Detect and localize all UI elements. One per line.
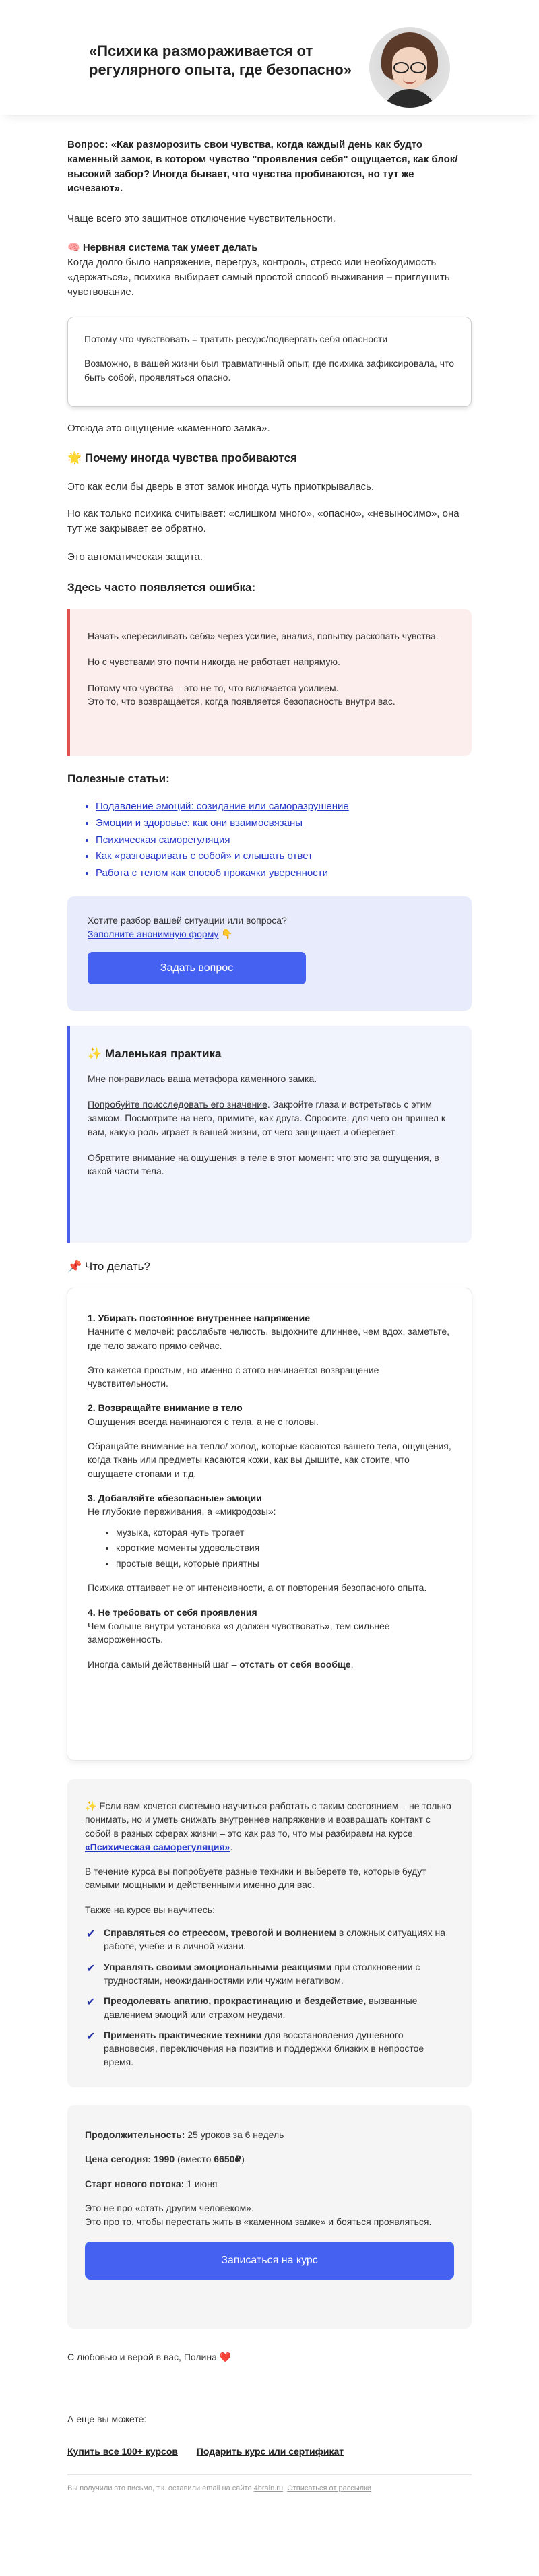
author-avatar — [369, 27, 450, 108]
mistake-line-1: Начать «пересиливать себя» через усилие, анализ, попытку раскопать чувства. — [88, 631, 439, 641]
step-3-title: 3. Добавляйте «безопасные» эмоции — [88, 1492, 262, 1503]
stone-lock-text: Отсюда это ощущение «каменного замка». — [67, 422, 270, 434]
course-box — [67, 1779, 472, 2087]
site-link[interactable]: 4brain.ru — [253, 2484, 284, 2492]
anonymous-form-link[interactable]: Заполните анонимную форму — [88, 929, 219, 940]
practice-line-1: Мне понравилась ваша метафора каменного замка. — [88, 1073, 317, 1084]
benefit-item: ✔ Преодолевать апатию, прокрастинацию и бездействие, вызванные давлением эмоций или страхом неудачи. — [86, 1995, 418, 2020]
practice-box — [67, 1026, 472, 1243]
insight-box — [67, 317, 472, 407]
practice-line-3: Обратите внимание на ощущения в теле в этот момент: что это за ощущения, в какой части тела. — [88, 1152, 439, 1177]
explore-meaning-link[interactable]: Попробуйте поисследовать его значение — [88, 1098, 267, 1110]
point-down-icon: 👇 — [221, 929, 233, 940]
mistake-line-3b: Это то, что возвращается, когда появляется безопасность внутри вас. — [88, 695, 395, 707]
email-header — [0, 0, 539, 115]
nervous-text: Когда долго было напряжение, перегруз, контроль, стресс или необходимость «держаться», психика выбирает самый простой способ выживания – приглушить чувствование. — [67, 257, 450, 298]
buy-all-courses-link[interactable]: Купить все 100+ курсов — [67, 2446, 178, 2457]
enroll-button[interactable]: Записаться на курс — [85, 2242, 454, 2280]
header-title: «Психика размораживается от регулярного опыта, где безопасно» — [89, 42, 352, 78]
article-link[interactable]: • Подавление эмоций: созидание или саморазрушение — [96, 799, 472, 814]
list-item: • музыка, которая чуть трогает — [116, 1526, 451, 1539]
list-item: • короткие моменты удовольствия — [116, 1541, 451, 1554]
course-learn-heading: Также на курсе вы научитесь: — [85, 1904, 215, 1915]
article-link[interactable]: • Психическая саморегуляция — [96, 833, 472, 848]
why-paragraph-1: Это как если бы дверь в этот замок иногда чуть приоткрывалась. — [67, 481, 375, 493]
articles-list — [67, 799, 472, 883]
microdose-list — [88, 1526, 451, 1571]
footer-text: Вы получили это письмо, т.к. оставили email на сайте 4brain.ru. Отписаться от рассылки — [67, 2484, 372, 2492]
offer-box — [67, 2105, 472, 2329]
insight-line-2: Возможно, в вашей жизни был травматичный опыт, где психика зафиксировала, что быть собой, проявляться опасно. — [84, 358, 455, 383]
list-item: • простые вещи, которые приятны — [116, 1557, 451, 1570]
step-3-text: Не глубокие переживания, а «микродозы»: — [88, 1506, 276, 1517]
article-link[interactable]: • Эмоции и здоровье: как они взаимосвязаны — [96, 816, 472, 831]
intro-paragraph: Чаще всего это защитное отключение чувствительности. — [67, 213, 336, 224]
nervous-heading: 🧠 Нервная система так умеет делать — [67, 242, 258, 253]
step-1-title: 1. Убирать постоянное внутреннее напряжение — [88, 1313, 311, 1323]
articles-heading: Полезные статьи: — [67, 772, 170, 785]
todo-heading: 📌 Что делать? — [67, 1260, 150, 1273]
gift-course-link[interactable]: Подарить курс или сертификат — [196, 2446, 344, 2457]
mistake-line-3a: Потому что чувства – это не то, что включается усилием. — [88, 682, 339, 693]
todo-box — [67, 1288, 472, 1760]
unsubscribe-link[interactable]: Отписаться от рассылки — [287, 2484, 372, 2492]
ask-question-button[interactable]: Задать вопрос — [88, 952, 306, 984]
check-icon: ✔ — [86, 2030, 96, 2042]
course-intro: ✨ Если вам хочется системно научиться работать с таким состоянием – не только понимать, но и уметь снижать внутреннее напряжение и возвращать контакт с собой в разных сферах жизни – это как раз то, что мы разбираем на курсе «Психическая саморегуляция». — [85, 1800, 451, 1852]
check-icon: ✔ — [86, 1997, 96, 2009]
step-4-text: Чем больше внутри установка «я должен чувствовать», тем сильнее замороженность. — [88, 1621, 390, 1645]
course-link[interactable]: «Психическая саморегуляция» — [85, 1841, 230, 1852]
benefits-list — [85, 1926, 454, 2069]
price-line: Цена сегодня: 1990 (вместо 6650₽) — [85, 2154, 245, 2165]
ask-line: Хотите разбор вашей ситуации или вопроса? — [88, 915, 287, 926]
more-links — [67, 2445, 472, 2458]
step-2-note: Обращайте внимание на теплo/ холод, которые касаются вашего тела, ощущения, когда ткань или предметы касаются кожи, как вы дышите, как стоите, что ощущаете стопами и т.д. — [88, 1441, 451, 1479]
practice-heading: ✨ Маленькая практика — [88, 1047, 222, 1060]
step-3-note: Психика оттаивает не от интенсивности, а от повторения безопасного опыта. — [88, 1582, 427, 1594]
mistake-box — [67, 609, 472, 756]
benefit-item: ✔ Справляться со стрессом, тревогой и волнением в сложных ситуациях на работе, учебе и в личной жизни. — [86, 1927, 446, 1952]
course-text: В течение курса вы попробуете разные техники и выберете те, которые будут самыми мощными и действенными именно для вас. — [85, 1866, 426, 1891]
why-paragraph-3: Это автоматическая защита. — [67, 551, 203, 563]
step-1-note: Это кажется простым, но именно с этого начинается возвращение чувствительности. — [88, 1364, 379, 1389]
article-link[interactable]: • Работа с телом как способ прокачки уверенности — [96, 866, 472, 881]
step-2-text: Ощущения всегда начинаются с тела, а не с головы. — [88, 1416, 319, 1427]
offer-text-b: Это про то, чтобы перестать жить в «каменном замке» и бояться проявляться. — [85, 2216, 432, 2228]
insight-line-1: Потому что чувствовать = тратить ресурс/подвергать себя опасности — [84, 334, 388, 344]
more-label: А еще вы можете: — [67, 2414, 147, 2424]
duration-line: Продолжительность: 25 уроков за 6 недель — [85, 2129, 284, 2140]
ask-question-box — [67, 896, 472, 1011]
footer-divider — [67, 2474, 472, 2475]
benefit-item: ✔ Применять практические техники для восстановления душевного равновесия, переключения на позитив и поддержки близких в непростое время. — [86, 2029, 424, 2068]
mistake-heading: Здесь часто появляется ошибка: — [67, 581, 256, 594]
step-1-text: Начните с мелочей: расслабьте челюсть, выдохните длиннее, чем вдох, заметьте, где тело зажато прямо сейчас. — [88, 1326, 450, 1351]
benefit-item: ✔ Управлять своими эмоциональными реакциями при столкновении с трудностями, неожиданностями или чужим негативом. — [86, 1961, 420, 1986]
step-4-note: Иногда самый действенный шаг – отстать от себя вообще. — [88, 1658, 354, 1670]
mistake-line-2: Но с чувствами это почти никогда не работает напрямую. — [88, 656, 340, 668]
signoff: С любовью и верой в вас, Полина ❤️ — [67, 2352, 232, 2362]
why-paragraph-2: Но как только психика считывает: «слишком много», «опасно», «невыносимо», она тут же закрывает ее обратно. — [67, 508, 459, 534]
step-2-title: 2. Возвращайте внимание в тело — [88, 1402, 243, 1414]
practice-line-2: Попробуйте поисследовать его значение. Закройте глаза и встретьтесь с этим замком. Посмотрите на него, примите, как друга. Спросите, для чего он пришел к вам, какую роль играет в вашей жизни, от чего защищает и оберегает. — [88, 1098, 445, 1137]
article-link[interactable]: • Как «разговаривать с собой» и слышать ответ — [96, 849, 472, 864]
why-heading: 🌟 Почему иногда чувства пробиваются — [67, 451, 297, 464]
step-4-title: 4. Не требовать от себя проявления — [88, 1606, 257, 1618]
check-icon: ✔ — [86, 1928, 96, 1941]
offer-text-a: Это не про «стать другим человеком». — [85, 2202, 254, 2213]
question-text: Вопрос: «Как разморозить свои чувства, когда каждый день как будто каменный замок, в котором чувство "проявления себя" ощущается, как блок/высокий забор? Иногда бывает, что чувства пробиваются, но тут же исчезают». — [67, 139, 458, 195]
check-icon: ✔ — [86, 1962, 96, 1974]
start-line: Старт нового потока: 1 июня — [85, 2178, 218, 2189]
